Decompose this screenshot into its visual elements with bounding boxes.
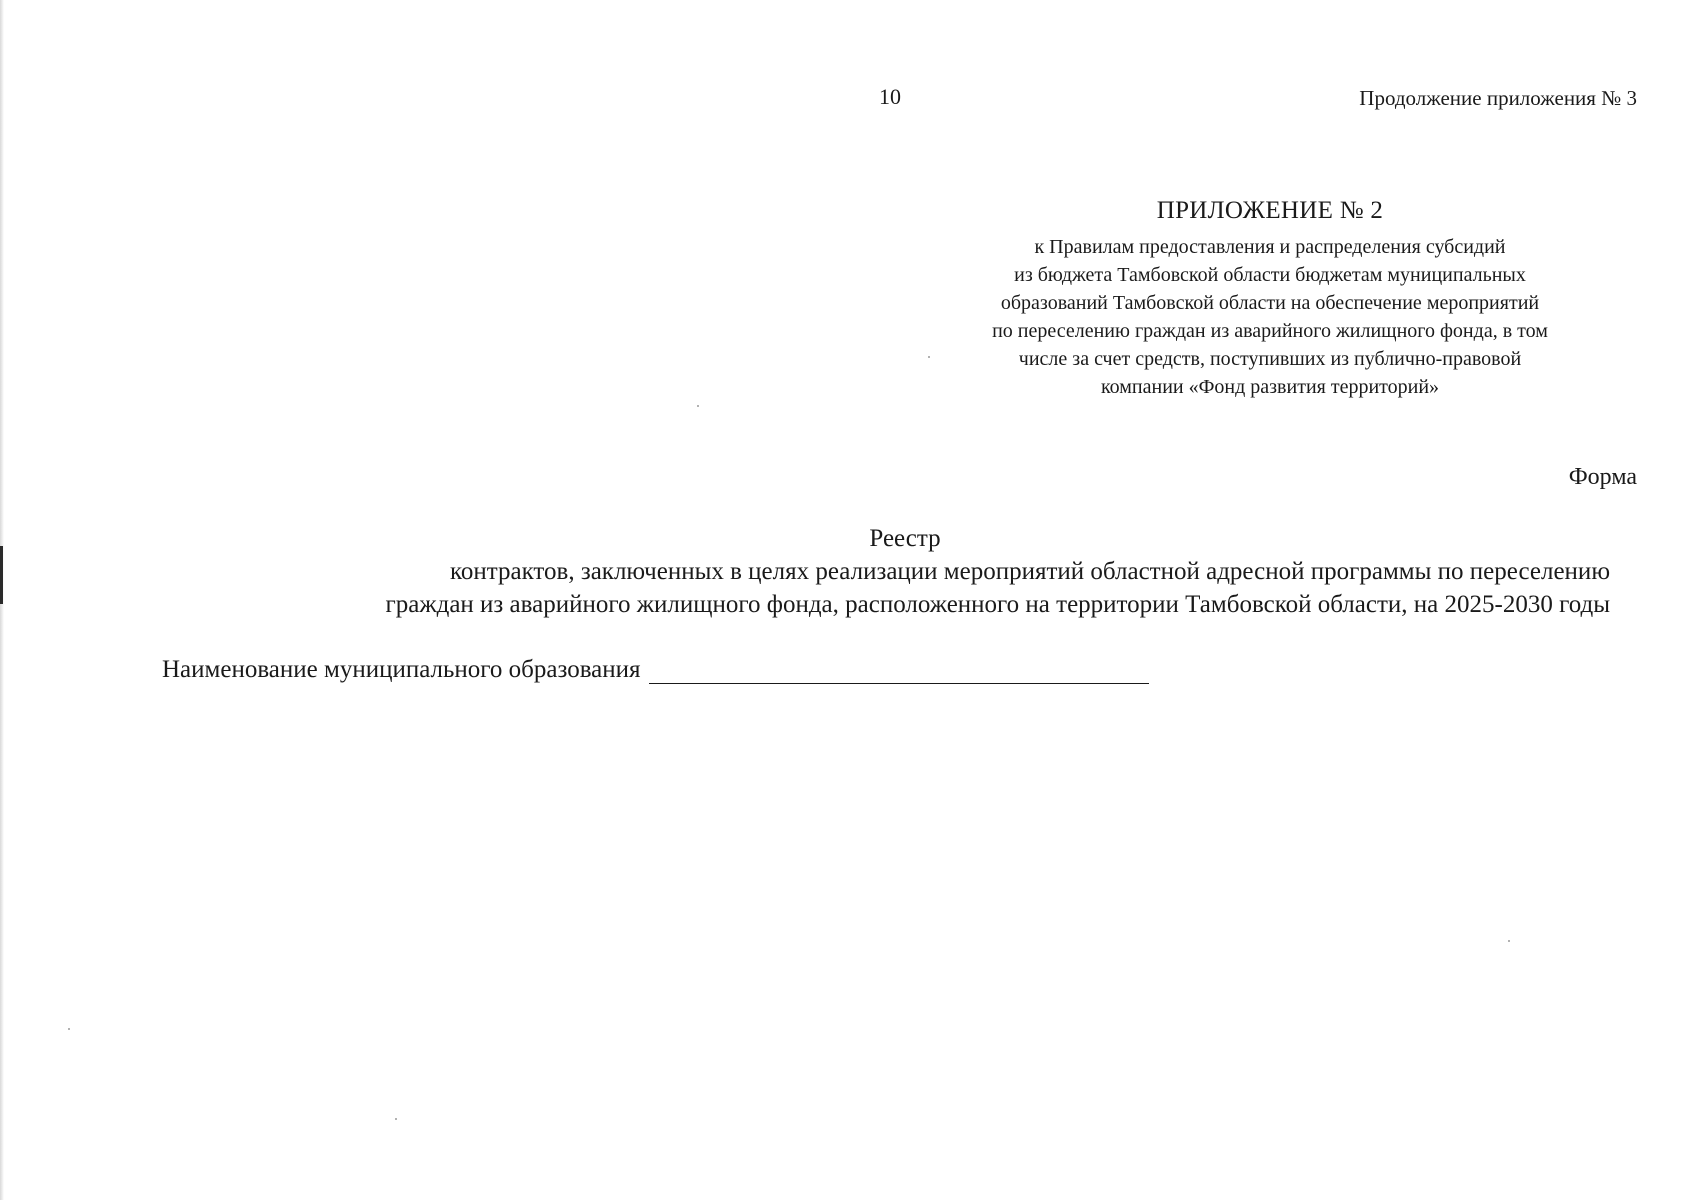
scan-speck — [697, 405, 699, 407]
appendix-line: из бюджета Тамбовской области бюджетам муниципальных — [1014, 264, 1526, 286]
appendix-line: числе за счет средств, поступивших из публично-правовой — [1018, 348, 1522, 370]
registry-heading-block — [180, 525, 1610, 621]
scan-speck — [395, 1118, 397, 1120]
appendix-line: по переселению граждан из аварийного жилищного фонда, в том — [992, 320, 1548, 342]
scan-speck — [928, 356, 930, 358]
page-number: 10 — [879, 84, 901, 109]
appendix-line: к Правилам предоставления и распределения субсидий — [1034, 236, 1506, 258]
scan-mark — [0, 546, 3, 604]
scan-speck — [68, 1028, 70, 1030]
appendix-title: ПРИЛОЖЕНИЕ № 2 — [1156, 197, 1384, 224]
municipality-row — [162, 656, 1149, 684]
registry-subtitle-line: контрактов, заключенных в целях реализации мероприятий областной адресной программы по переселению — [450, 558, 1610, 585]
continuation-note: Продолжение приложения № 3 — [1359, 86, 1637, 110]
appendix-line: компании «Фонд развития территорий» — [1100, 376, 1440, 398]
registry-subtitle-line: граждан из аварийного жилищного фонда, расположенного на территории Тамбовской области, на 2025-2030 годы — [385, 591, 1610, 618]
municipality-label: Наименование муниципального образования — [162, 656, 641, 683]
form-label: Форма — [1568, 464, 1637, 490]
municipality-blank-line — [649, 657, 1149, 684]
appendix-heading-block — [920, 197, 1620, 401]
appendix-line: образований Тамбовской области на обеспечение мероприятий — [1000, 292, 1540, 314]
registry-title: Реестр — [869, 525, 941, 552]
scan-speck — [1508, 940, 1510, 942]
